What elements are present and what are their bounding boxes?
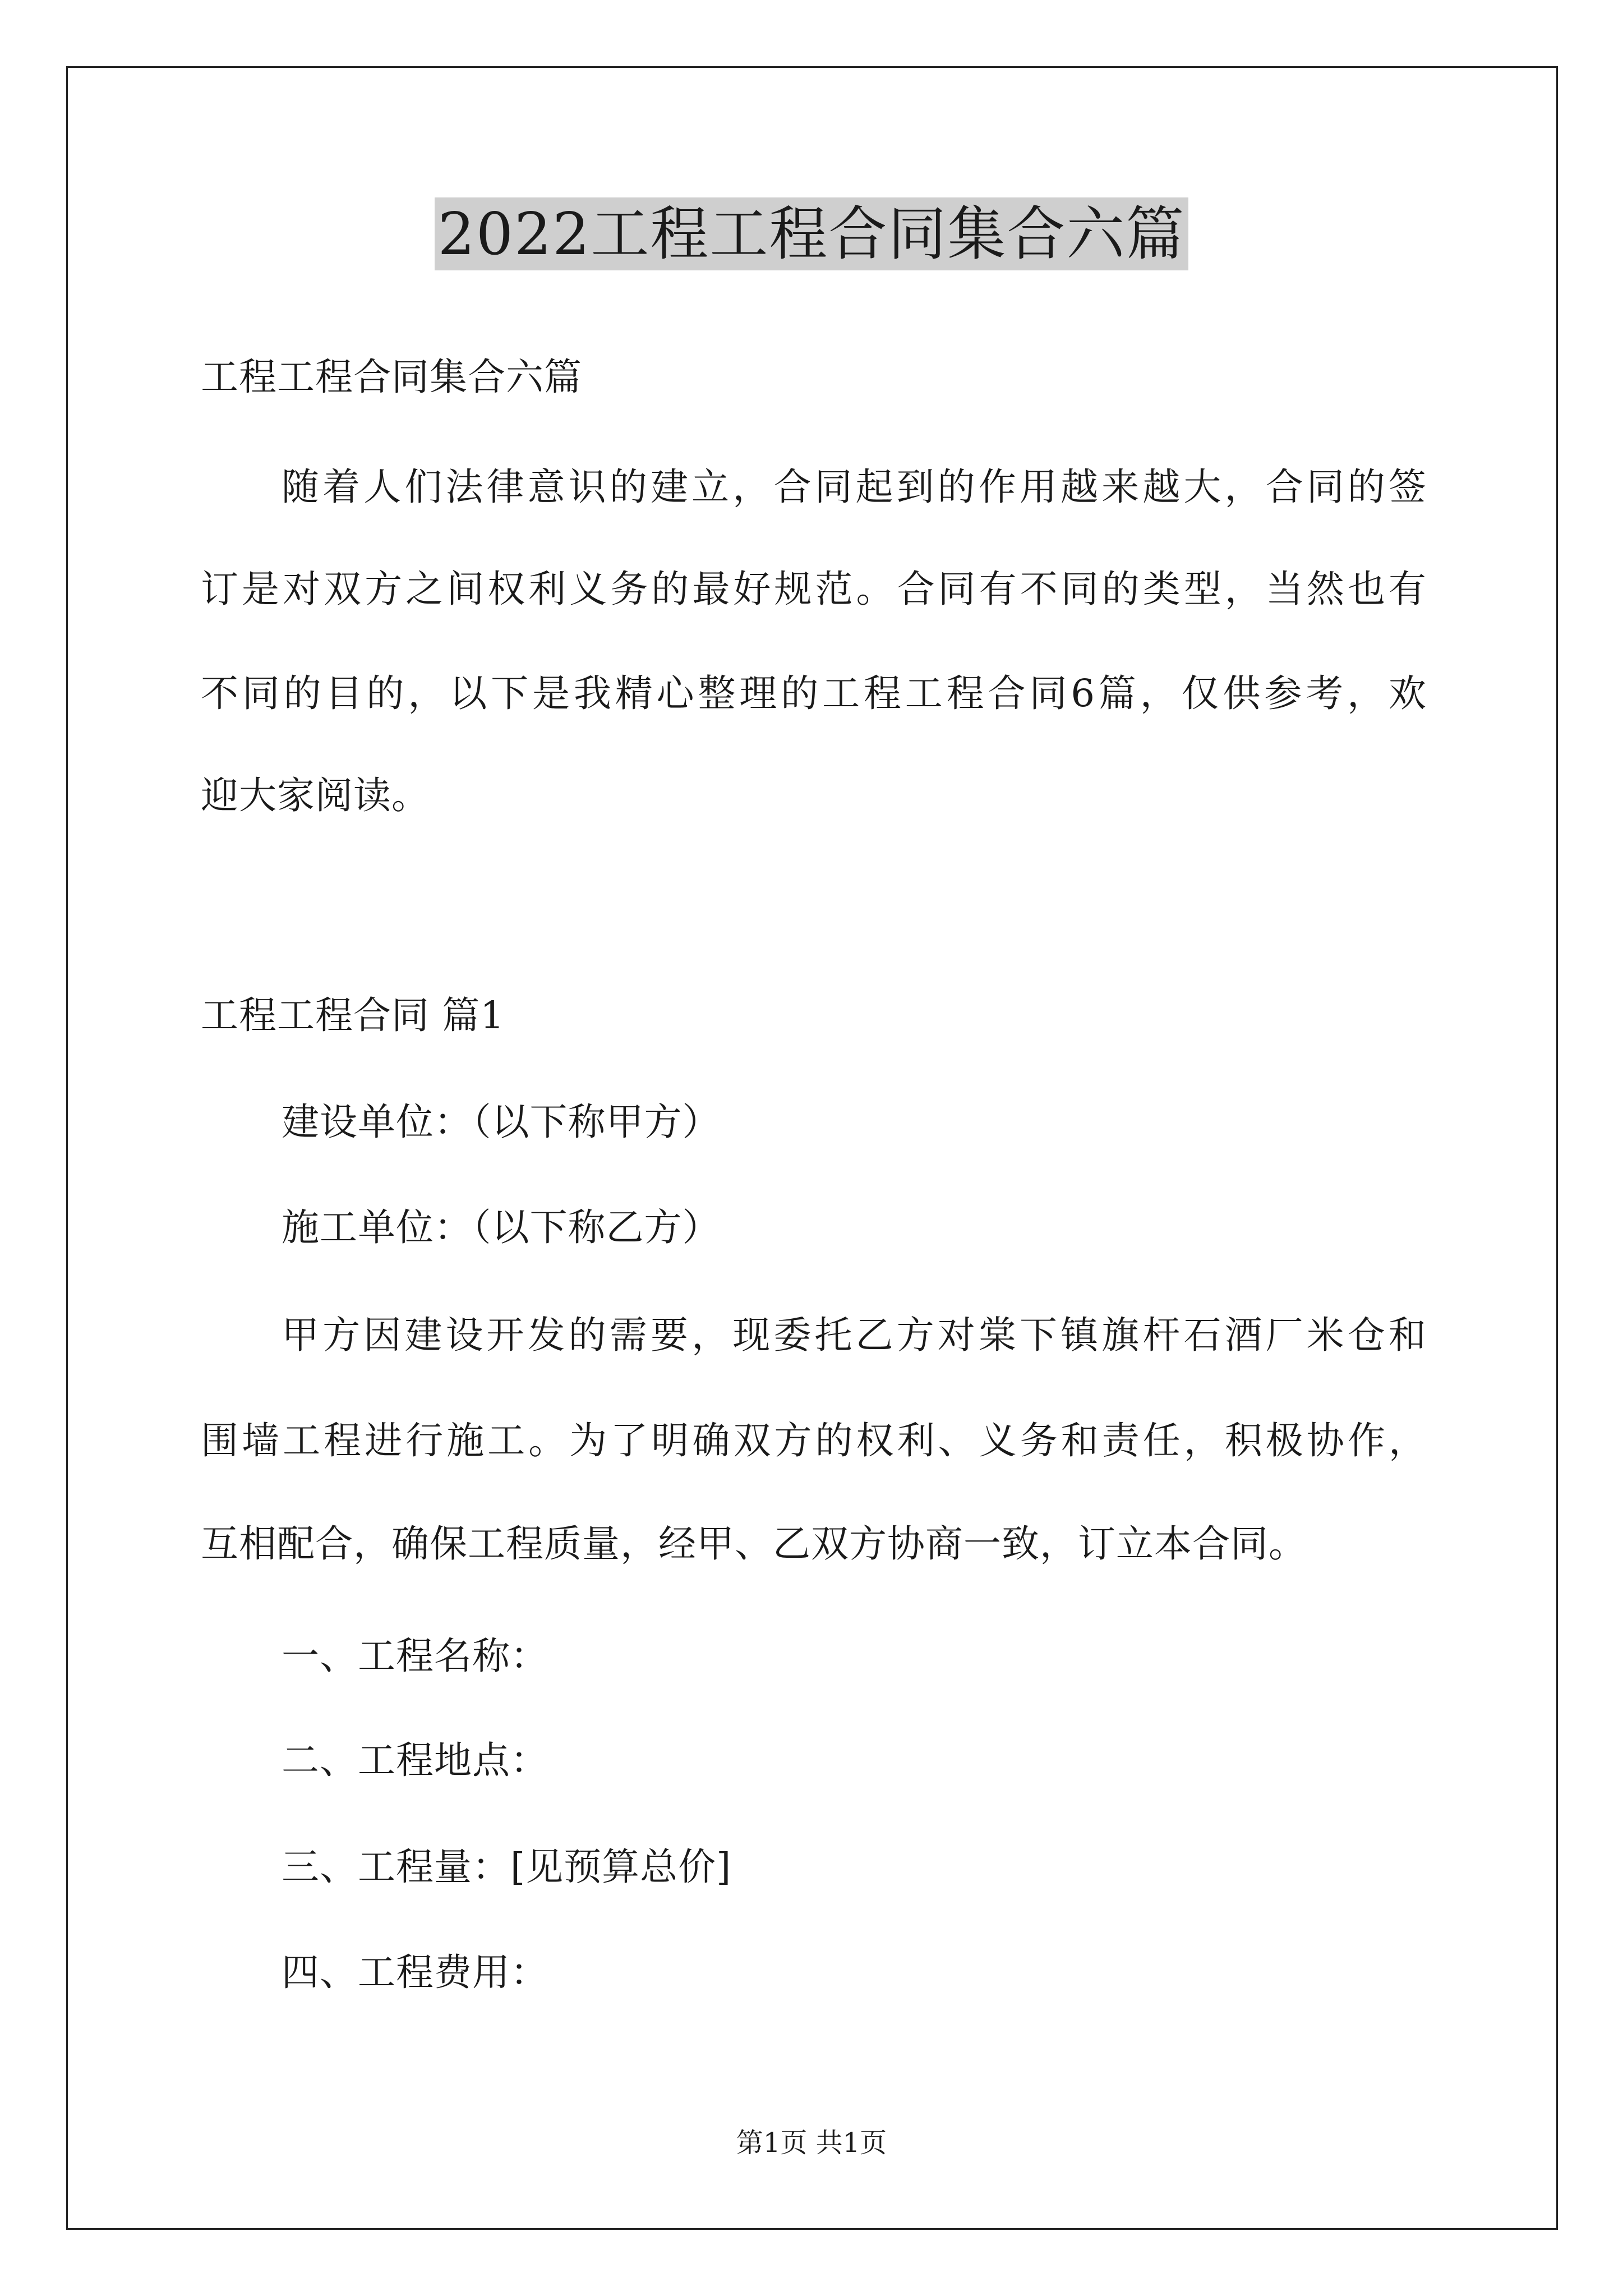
clause-4: 四、工程费用： [282,1950,548,1994]
document-title: 2022工程工程合同集合六篇 [435,197,1189,270]
page-footer: 第1页 共1页 [736,2127,887,2159]
title-wrapper [0,197,1623,270]
intro-line-4: 迎大家阅读。 [201,774,430,817]
intro-line-3: 不同的目的，以下是我精心整理的工程工程合同6篇，仅供参考，欢 [201,671,1427,715]
section-heading: 工程工程合同 篇1 [201,993,505,1037]
party-b-line: 施工单位：（以下称乙方） [282,1205,721,1249]
intro-line-1: 随着人们法律意识的建立，合同起到的作用越来越大，合同的签 [282,465,1427,509]
document-subtitle: 工程工程合同集合六篇 [201,355,582,399]
intro-line-2: 订是对双方之间权利义务的最好规范。合同有不同的类型，当然也有 [201,567,1427,611]
clause-2: 二、工程地点： [282,1738,548,1782]
party-a-line: 建设单位：（以下称甲方） [282,1100,721,1144]
body-line-1: 甲方因建设开发的需要，现委托乙方对棠下镇旗杆石酒厂米仓和 [282,1313,1427,1357]
body-line-3: 互相配合，确保工程质量，经甲、乙双方协商一致，订立本合同。 [201,1522,1307,1566]
body-line-2: 围墙工程进行施工。为了明确双方的权利、义务和责任，积极协作， [201,1419,1427,1462]
clause-3: 三、工程量：[见预算总价] [282,1845,732,1889]
clause-1: 一、工程名称： [282,1634,548,1678]
